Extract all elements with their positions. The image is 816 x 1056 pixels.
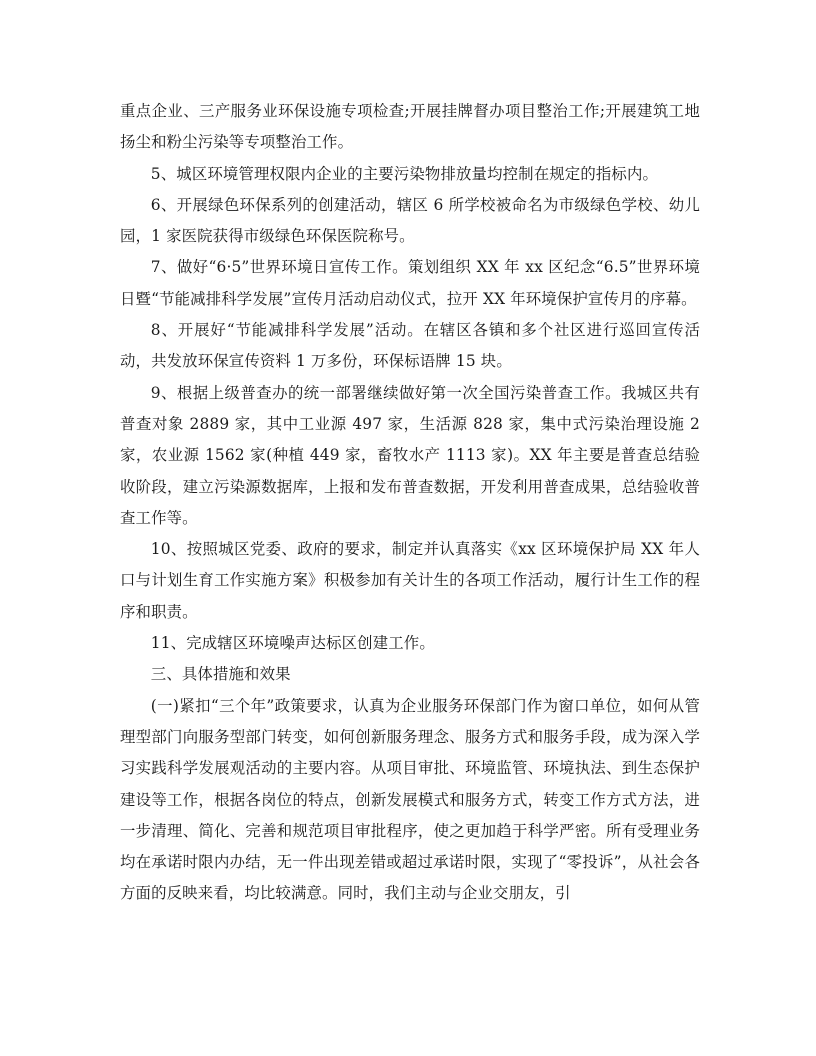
document-body	[120, 96, 700, 910]
paragraph-item-6: 6、开展绿色环保系列的创建活动，辖区 6 所学校被命名为市级绿色学校、幼儿园，1 家医院获得市级绿色环保医院称号。	[120, 195, 700, 246]
section-heading: 三、具体措施和效果	[150, 665, 291, 684]
paragraph-item-8: 8、开展好“节能减排科学发展”活动。在辖区各镇和多个社区进行巡回宣传活动，共发放环保宣传资料 1 万多份，环保标语牌 15 块。	[120, 321, 700, 371]
paragraph-item-5: 5、城区环境管理权限内企业的主要污染物排放量均控制在规定的指标内。	[150, 164, 659, 183]
paragraph-measure-1: (一)紧扣“三个年”政策要求，认真为企业服务环保部门作为窗口单位，如何从管理型部门向服务型部门转变，如何创新服务理念、服务方式和服务手段，成为深入学习实践科学发展观活动的主要内容。从项目审批、环境监管、环境执法、到生态保护建设等工作，根据各岗位的特点，创新发展模式和服务方式，转变工作方式方法，进一步清理、简化、完善和规范项目审批程序，使之更加趋于科学严密。所有受理业务均在承诺时限内办结，无一件出现差错或超过承诺时限，实现了“零投诉”，从社会各方面的反映来看，均比较满意。同时，我们主动与企业交朋友，引	[120, 696, 700, 903]
paragraph-item-11: 11、完成辖区环境噪声达标区创建工作。	[150, 634, 435, 653]
paragraph-continuation: 重点企业、三产服务业环保设施专项检查;开展挂牌督办项目整治工作;开展建筑工地扬尘和粉尘污染等专项整治工作。	[120, 102, 700, 152]
paragraph-item-9: 9、根据上级普查办的统一部署继续做好第一次全国污染普查工作。我城区共有普查对象 2889 家，其中工业源 497 家，生活源 828 家，集中式污染治理设施 2 家，农业源 1562 家(种植 449 家，畜牧水产 1113 家)。XX 年主要是普查总结验收阶段，建立污染源数据库，上报和发布普查数据，开发利用普查成果，总结验收普查工作等。	[120, 383, 700, 527]
paragraph-item-10: 10、按照城区党委、政府的要求，制定并认真落实《xx 区环境保护局 XX 年人口与计划生育工作实施方案》积极参加有关计生的各项工作活动，履行计生工作的程序和职责。	[120, 540, 700, 621]
paragraph-item-7: 7、做好“6·5”世界环境日宣传工作。策划组织 XX 年 xx 区纪念“6.5”世界环境日暨“节能减排科学发展”宣传月活动启动仪式，拉开 XX 年环境保护宣传月的序幕。	[120, 258, 700, 308]
